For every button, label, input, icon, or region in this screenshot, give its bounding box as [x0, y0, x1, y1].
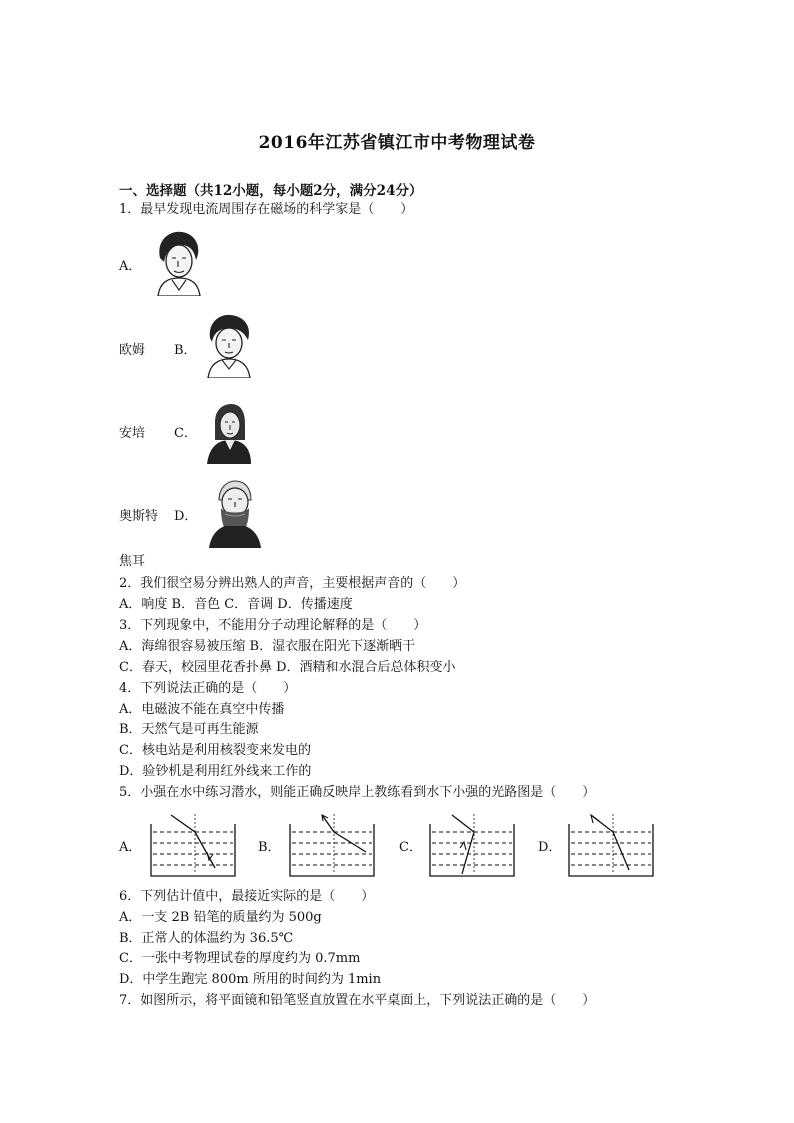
portrait-b-image[interactable] — [204, 312, 254, 378]
question-4-option-d: D．验钞机是利用红外线来工作的 — [119, 764, 312, 779]
light-path-diagram-d[interactable] — [567, 812, 655, 878]
light-path-diagram-b[interactable] — [288, 812, 376, 878]
question-4-option-c: C．核电站是利用核裂变来发电的 — [119, 743, 311, 758]
q1-option-b-prefix: 欧姆 — [119, 343, 146, 358]
question-6-option-c: C．一张中考物理试卷的厚度约为 0.7mm — [119, 951, 361, 966]
question-4-option-b: B．天然气是可再生能源 — [119, 722, 259, 737]
portrait-c-image[interactable] — [205, 400, 253, 464]
light-path-diagram-a[interactable] — [149, 812, 237, 878]
q1-option-d-label: D． — [174, 509, 198, 524]
page-title: 2016年江苏省镇江市中考物理试卷 — [258, 133, 536, 153]
light-path-diagram-c[interactable] — [428, 812, 516, 878]
question-5-stem: 5．小强在水中练习潜水，则能正确反映岸上教练看到水下小强的光路图是（ ） — [119, 785, 596, 800]
q5-option-d-label: D． — [538, 840, 562, 855]
portrait-a-image[interactable] — [152, 228, 204, 296]
question-6-option-a: A．一支 2B 铅笔的质量约为 500g — [119, 910, 322, 925]
q1-option-a-label: A． — [119, 259, 142, 274]
section-heading: 一、选择题（共12小题，每小题2分，满分24分） — [119, 183, 423, 199]
q1-option-b-label: B． — [174, 343, 197, 358]
q5-option-b-label: B． — [258, 840, 281, 855]
question-7-stem: 7．如图所示，将平面镜和铅笔竖直放置在水平桌面上，下列说法正确的是（ ） — [119, 993, 596, 1008]
question-1-stem: 1．最早发现电流周围存在磁场的科学家是（ ） — [119, 202, 414, 217]
question-6-stem: 6．下列估计值中，最接近实际的是（ ） — [119, 889, 375, 904]
question-6-option-b: B．正常人的体温约为 36.5℃ — [119, 931, 294, 946]
q1-trailing-answer: 焦耳 — [119, 554, 146, 569]
q1-option-c-prefix: 安培 — [119, 426, 146, 441]
question-3-options-cd: C．春天，校园里花香扑鼻 D．酒精和水混合后总体积变小 — [119, 660, 456, 675]
q1-option-d-prefix: 奥斯特 — [119, 509, 159, 524]
question-2-stem: 2．我们很空易分辨出熟人的声音，主要根据声音的（ ） — [119, 576, 466, 591]
question-2-options: A．响度 B．音色 C．音调 D．传播速度 — [119, 597, 353, 612]
q5-option-a-label: A． — [119, 840, 142, 855]
q5-option-c-label: C． — [399, 840, 422, 855]
question-3-options-ab: A．海绵很容易被压缩 B．湿衣服在阳光下逐渐晒干 — [119, 639, 416, 654]
q1-option-c-label: C． — [174, 426, 197, 441]
question-3-stem: 3．下列现象中，不能用分子动理论解释的是（ ） — [119, 618, 427, 633]
portrait-d-image[interactable] — [207, 478, 263, 548]
question-6-option-d: D．中学生跑完 800m 所用的时间约为 1min — [119, 972, 382, 987]
question-4-option-a: A．电磁波不能在真空中传播 — [119, 702, 285, 717]
question-4-stem: 4．下列说法正确的是（ ） — [119, 681, 297, 696]
